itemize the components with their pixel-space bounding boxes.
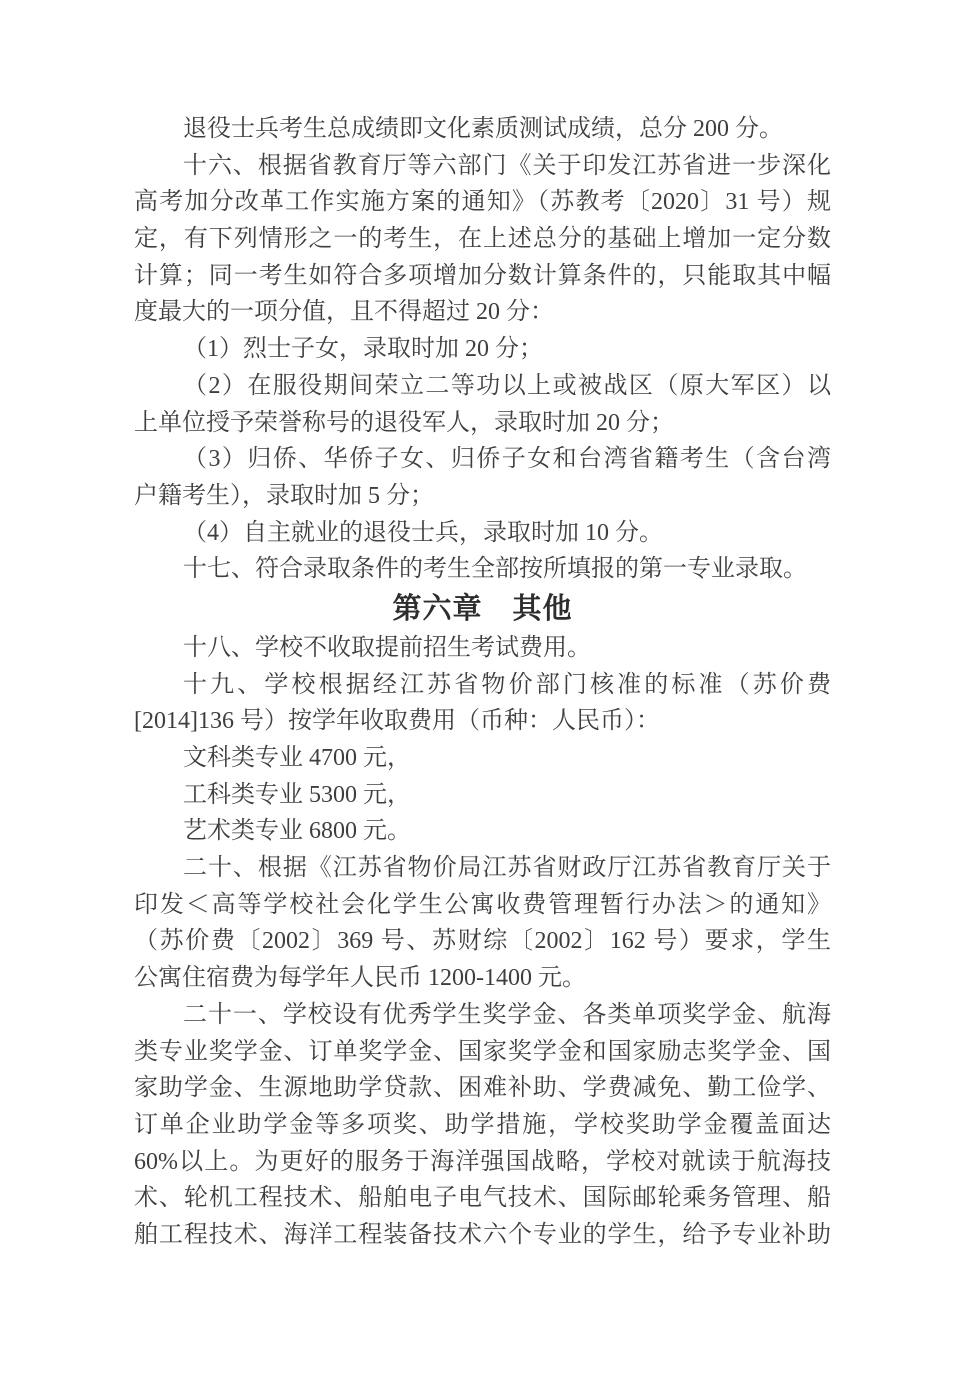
text-line: 上单位授予荣誉称号的退役军人，录取时加 20 分；	[134, 409, 674, 436]
text-line: 舶工程技术、海洋工程装备技术六个专业的学生，给予专业补助	[134, 1221, 831, 1248]
text-line: （4）自主就业的退役士兵，录取时加 10 分。	[183, 519, 663, 546]
text-line: 十九、学校根据经江苏省物价部门核准的标准（苏价费	[183, 671, 831, 698]
text-line: 高考加分改革工作实施方案的通知》（苏教考〔2020〕31 号）规	[134, 189, 831, 216]
text-line: 术、轮机工程技术、船舶电子电气技术、国际邮轮乘务管理、船	[134, 1185, 831, 1212]
text-line: 二十一、学校设有优秀学生奖学金、各类单项奖学金、航海	[183, 1001, 831, 1028]
text-line: 订单企业助学金等多项奖、助学措施，学校奖助学金覆盖面达	[134, 1111, 831, 1138]
text-line: （2）在服役期间荣立二等功以上或被战区（原大军区）以	[183, 372, 831, 399]
text-line: 十八、学校不收取提前招生考试费用。	[183, 634, 591, 661]
text-line: 二十、根据《江苏省物价局江苏省财政厅江苏省教育厅关于	[183, 855, 831, 882]
text-line: 度最大的一项分值，且不得超过 20 分：	[134, 299, 554, 326]
text-line: 户籍考生），录取时加 5 分；	[134, 482, 434, 509]
text-line: 十六、根据省教育厅等六部门《关于印发江苏省进一步深化	[183, 152, 831, 179]
chapter-heading: 第六章 其他	[392, 592, 573, 625]
text-line: （1）烈士子女，录取时加 20 分；	[183, 336, 543, 363]
text-line: 定，有下列情形之一的考生，在上述总分的基础上增加一定分数	[134, 226, 831, 253]
text-line: 退役士兵考生总成绩即文化素质测试成绩，总分 200 分。	[183, 116, 783, 142]
text-line: 公寓住宿费为每学年人民币 1200-1400 元。	[134, 965, 586, 992]
text-line: [2014]136 号）按学年收取费用（币种：人民币）：	[134, 708, 660, 735]
text-line: 计算；同一考生如符合多项增加分数计算条件的，只能取其中幅	[134, 262, 831, 289]
text-line: 艺术类专业 6800 元。	[183, 818, 411, 845]
text-line: 印发＜高等学校社会化学生公寓收费管理暂行办法＞的通知》	[134, 891, 831, 918]
text-line: 家助学金、生源地助学贷款、困难补助、学费减免、勤工俭学、	[134, 1075, 831, 1102]
document-text-block	[134, 111, 831, 1254]
text-line: 文科类专业 4700 元，	[183, 745, 411, 771]
text-line: 工科类专业 5300 元，	[183, 781, 411, 808]
text-line: （3）归侨、华侨子女、归侨子女和台湾省籍考生（含台湾	[183, 446, 831, 473]
text-line: 60%以上。为更好的服务于海洋强国战略，学校对就读于航海技	[134, 1148, 831, 1175]
text-line: （苏价费〔2002〕369 号、苏财综〔2002〕162 号）要求，学生	[134, 928, 831, 955]
text-line: 类专业奖学金、订单奖学金、国家奖学金和国家励志奖学金、国	[134, 1038, 831, 1065]
text-line: 十七、符合录取条件的考生全部按所填报的第一专业录取。	[183, 556, 807, 583]
